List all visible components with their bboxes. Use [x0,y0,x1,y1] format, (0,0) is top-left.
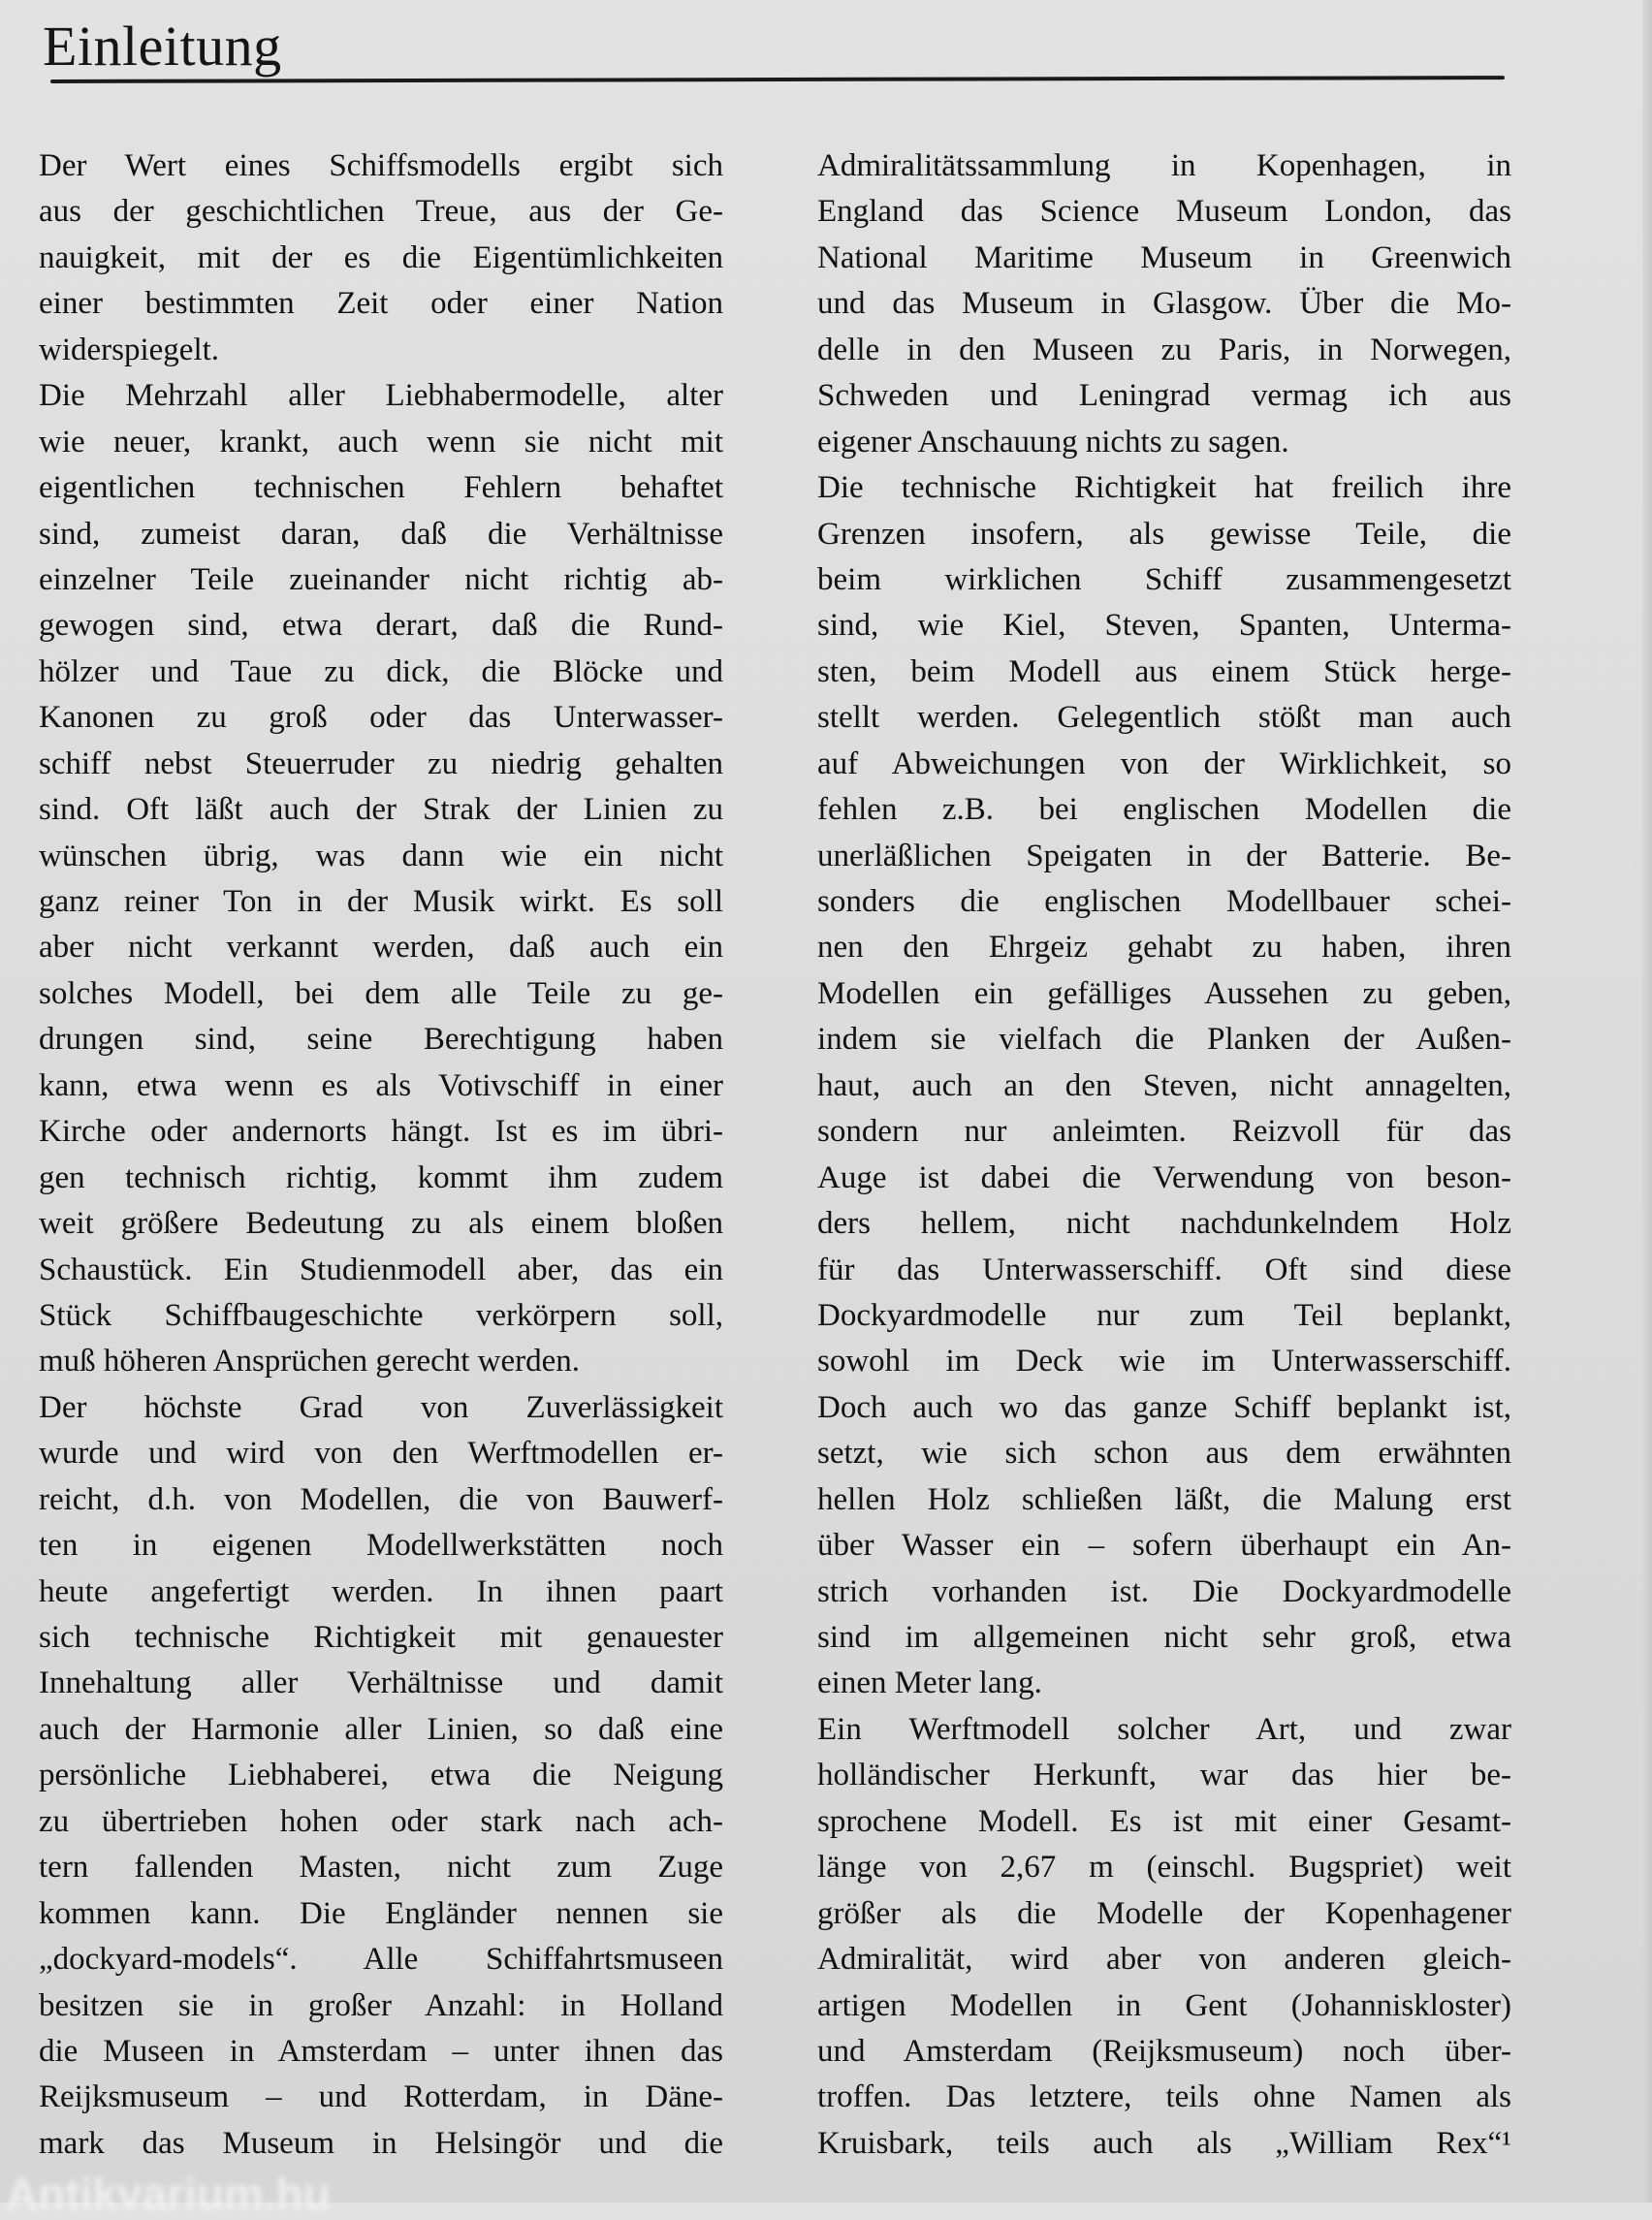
text-line: setzt, wie sich schon aus dem erwähnten [817,1436,1511,1472]
text-line: größer als die Modelle der Kopenhagener [817,1895,1511,1931]
right-text-column [817,143,1511,2167]
text-line: muß höheren Ansprüchen gerecht werden. [39,1344,581,1380]
text-line: Kruisbark, teils auch als „William Rex“¹ [817,2125,1511,2161]
text-line: „dockyard-models“. Alle Schiffahrtsmuseen [39,1942,723,1978]
text-line: drungen sind, seine Berechtigung haben [39,1022,723,1058]
text-line: besitzen sie in großer Anzahl: in Holland [39,1987,723,2023]
text-line: für das Unterwasserschiff. Oft sind diese [817,1252,1511,1287]
text-line: Admiralität, wird aber von anderen gleich- [817,1942,1511,1978]
text-line: die Museen in Amsterdam – unter ihnen das [39,2033,723,2069]
text-line: gen technisch richtig, kommt ihm zudem [39,1159,723,1195]
text-line: indem sie vielfach die Planken der Außen- [817,1022,1511,1058]
text-line: kann, etwa wenn es als Votivschiff in einer [39,1067,723,1103]
text-line: holländischer Herkunft, war das hier be- [817,1758,1511,1793]
text-line: artigen Modellen in Gent (Johanniskloster) [817,1987,1511,2023]
text-line: sind, zumeist daran, daß die Verhältnisse [39,516,723,552]
text-line: aus der geschichtlichen Treue, aus der Ge- [39,194,723,230]
left-text-column [39,143,723,2167]
text-line: aber nicht verkannt werden, daß auch ein [39,930,723,966]
text-line: Auge ist dabei die Verwendung von beson- [817,1159,1511,1195]
text-line: einzelner Teile zueinander nicht richtig ab- [39,561,723,597]
text-line: persönliche Liebhaberei, etwa die Neigung [39,1758,723,1793]
text-line: unerläßlichen Speigaten in der Batterie. Be- [817,838,1511,873]
text-line: weit größere Bedeutung zu als einem bloßen [39,1206,723,1242]
text-line: Stück Schiffbaugeschichte verkörpern soll, [39,1297,723,1333]
text-line: über Wasser ein – sofern überhaupt ein An- [817,1528,1511,1564]
text-line: Der höchste Grad von Zuverlässigkeit [39,1389,723,1425]
text-line: Dockyardmodelle nur zum Teil beplankt, [817,1297,1511,1333]
text-line: sich technische Richtigkeit mit genauester [39,1620,723,1655]
page-edge [1642,0,1652,2203]
text-line: delle in den Museen zu Paris, in Norwegen, [817,332,1511,367]
text-line: wurde und wird von den Werftmodellen er- [39,1436,723,1472]
text-line: nen den Ehrgeiz gehabt zu haben, ihren [817,930,1511,966]
text-line: Die Mehrzahl aller Liebhabermodelle, alter [39,378,723,414]
text-line: mark das Museum in Helsingör und die [39,2125,723,2161]
text-line: troffen. Das letztere, teils ohne Namen als [817,2079,1511,2115]
text-line: strich vorhanden ist. Die Dockyardmodelle [817,1573,1511,1609]
text-line: zu übertrieben hohen oder stark nach ach- [39,1803,723,1839]
text-line: Doch auch wo das ganze Schiff beplankt ist, [817,1389,1511,1425]
text-line: Reijksmuseum – und Rotterdam, in Däne- [39,2079,723,2115]
text-line: widerspiegelt. [39,332,220,367]
text-line: Admiralitätssammlung in Kopenhagen, in [817,148,1511,183]
chapter-title: Einleitung [43,15,282,78]
text-line: tern fallenden Masten, nicht zum Zuge [39,1850,723,1886]
text-line: hölzer und Taue zu dick, die Blöcke und [39,653,723,689]
text-line: und Amsterdam (Reijksmuseum) noch über- [817,2033,1511,2069]
text-line: National Maritime Museum in Greenwich [817,239,1511,275]
text-line: hellen Holz schließen läßt, die Malung erst [817,1481,1511,1517]
text-line: stellt werden. Gelegentlich stößt man auch [817,700,1511,736]
text-line: eigentlichen technischen Fehlern behaftet [39,470,723,506]
text-line: ten in eigenen Modellwerkstätten noch [39,1528,723,1564]
text-line: Modellen ein gefälliges Aussehen zu geben, [817,975,1511,1011]
text-line: Innehaltung aller Verhältnisse und damit [39,1665,723,1701]
text-line: Ein Werftmodell solcher Art, und zwar [817,1711,1511,1747]
text-line: nauigkeit, mit der es die Eigentümlichkeiten [39,239,723,275]
text-line: schiff nebst Steuerruder zu niedrig gehalten [39,745,723,781]
text-line: reicht, d.h. von Modellen, die von Bauwerf- [39,1481,723,1517]
text-line: einer bestimmten Zeit oder einer Nation [39,286,723,322]
text-line: sind, wie Kiel, Steven, Spanten, Unterma- [817,608,1511,644]
text-line: kommen kann. Die Engländer nennen sie [39,1895,723,1931]
text-line: beim wirklichen Schiff zusammengesetzt [817,561,1511,597]
text-line: solches Modell, bei dem alle Teile zu ge- [39,975,723,1011]
text-line: haut, auch an den Steven, nicht annagelten, [817,1067,1511,1103]
text-line: länge von 2,67 m (einschl. Bugspriet) weit [817,1850,1511,1886]
text-line: Die technische Richtigkeit hat freilich ihre [817,470,1511,506]
text-line: fehlen z.B. bei englischen Modellen die [817,792,1511,828]
text-line: sondern nur anleimten. Reizvoll für das [817,1114,1511,1150]
text-line: auf Abweichungen von der Wirklichkeit, so [817,745,1511,781]
text-line: und das Museum in Glasgow. Über die Mo- [817,286,1511,322]
text-line: ganz reiner Ton in der Musik wirkt. Es soll [39,884,723,919]
text-line: einen Meter lang. [817,1665,1042,1701]
text-line: ders hellem, nicht nachdunkelndem Holz [817,1206,1511,1242]
text-line: England das Science Museum London, das [817,194,1511,230]
text-line: sonders die englischen Modellbauer schei- [817,884,1511,919]
text-line: Schweden und Leningrad vermag ich aus [817,378,1511,414]
text-line: Kanonen zu groß oder das Unterwasser- [39,700,723,736]
text-line: sind im allgemeinen nicht sehr groß, etwa [817,1620,1511,1655]
text-line: Schaustück. Ein Studienmodell aber, das ein [39,1252,723,1287]
text-line: sowohl im Deck wie im Unterwasserschiff. [817,1344,1511,1380]
text-line: wie neuer, krankt, auch wenn sie nicht mit [39,424,723,460]
text-line: Kirche oder andernorts hängt. Ist es im übri- [39,1114,723,1150]
text-line: Der Wert eines Schiffsmodells ergibt sich [39,148,723,183]
text-line: auch der Harmonie aller Linien, so daß eine [39,1711,723,1747]
watermark: Antikvarium.hu [6,2169,331,2219]
text-line: heute angefertigt werden. In ihnen paart [39,1573,723,1609]
text-line: eigener Anschauung nichts zu sagen. [817,424,1289,460]
text-line: wünschen übrig, was dann wie ein nicht [39,838,723,873]
text-line: gewogen sind, etwa derart, daß die Rund- [39,608,723,644]
text-line: sind. Oft läßt auch der Strak der Linien zu [39,792,723,828]
text-line: sten, beim Modell aus einem Stück herge- [817,653,1511,689]
text-line: Grenzen insofern, als gewisse Teile, die [817,516,1511,552]
text-line: sprochene Modell. Es ist mit einer Gesamt- [817,1803,1511,1839]
